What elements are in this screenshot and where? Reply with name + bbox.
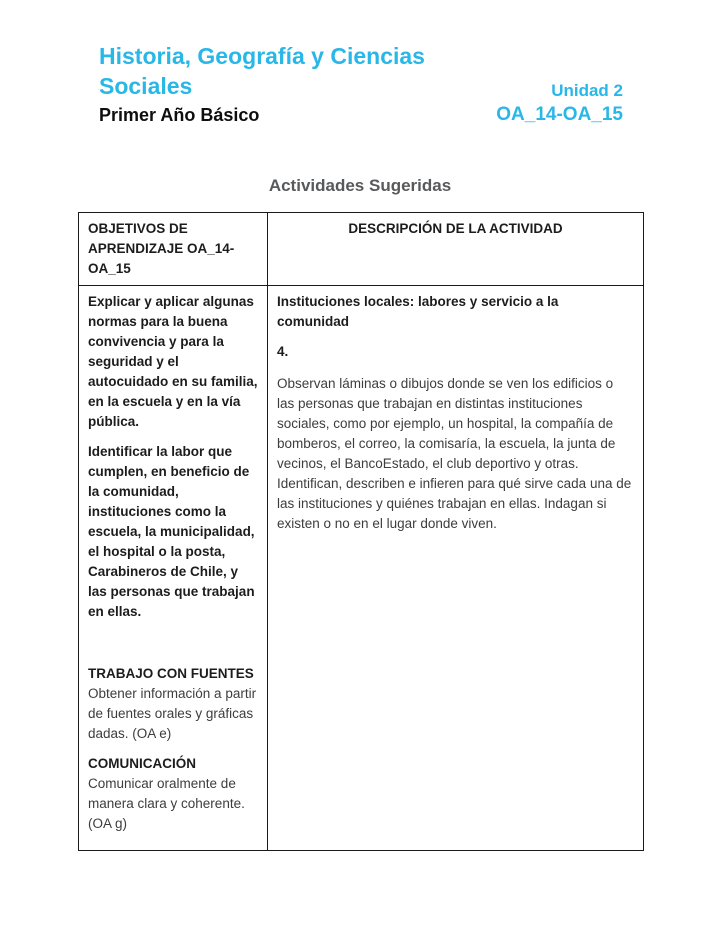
unit-label: Unidad 2	[551, 80, 623, 100]
skill-heading: COMUNICACIÓN	[88, 756, 196, 771]
header-right	[496, 80, 623, 127]
header-left	[99, 42, 496, 126]
objectives-cell	[79, 286, 268, 851]
document-title: Historia, Geografía y Ciencias Sociales	[99, 43, 425, 99]
activity-cell	[268, 286, 644, 851]
table-header-row	[79, 213, 644, 286]
objective-text: Explicar y aplicar algunas normas para la buena convivencia y para la seguridad y el autocuidado en su familia, en la escuela y en la vía pública.	[88, 294, 258, 429]
section-title: Actividades Sugeridas	[268, 176, 452, 195]
skill-body: Comunicar oralmente de manera clara y coherente. (OA g)	[88, 776, 245, 831]
document-subtitle: Primer Año Básico	[99, 104, 260, 125]
skill-heading: TRABAJO CON FUENTES	[88, 666, 254, 681]
table-body-row	[79, 286, 644, 851]
skill-item	[88, 664, 258, 744]
skill-body: Obtener información a partir de fuentes orales y gráficas dadas. (OA e)	[88, 686, 257, 741]
objective-text: Identificar la labor que cumplen, en beneficio de la comunidad, instituciones como la escuela, la municipalidad, el hospital o la posta, Carabineros de Chile, y las personas que trabajan en ellas.	[88, 444, 255, 619]
description-column-header: DESCRIPCIÓN DE LA ACTIVIDAD	[268, 213, 644, 286]
objectives-column-header: OBJETIVOS DE APRENDIZAJE OA_14-OA_15	[79, 213, 268, 286]
oa-code-label: OA_14-OA_15	[496, 103, 623, 125]
document-header	[99, 42, 623, 126]
activity-description: Observan láminas o dibujos donde se ven los edificios o las personas que trabajan en distintas instituciones sociales, como por ejemplo, un hospital, la compañía de bomberos, el correo, la comisaría, la escuela, la junta de vecinos, el BancoEstado, el club deportivo y otras. Identifican, describen e infieren para qué sirve cada una de las instituciones y quiénes trabajan en ellas. Indagan si existen o no en el lugar donde viven.	[277, 376, 632, 531]
skill-item	[88, 754, 258, 834]
skills-block	[88, 664, 258, 834]
activities-table	[78, 212, 644, 851]
activity-number: 4.	[277, 344, 289, 359]
activity-title: Instituciones locales: labores y servicio a la comunidad	[277, 294, 559, 329]
